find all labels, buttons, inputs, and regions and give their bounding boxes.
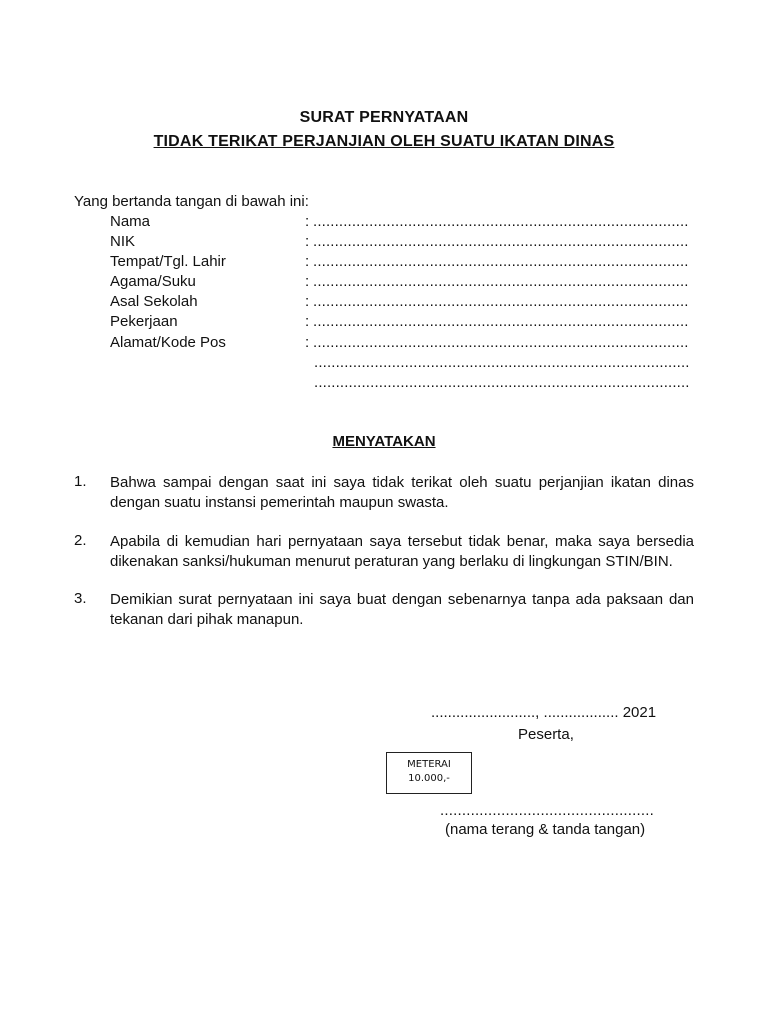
field-pekerjaan: [110, 313, 700, 333]
field-label: Agama/Suku: [110, 273, 196, 290]
address-continuation-blank: .......................................................................................: [314, 374, 690, 391]
statement-number: 1.: [74, 473, 87, 490]
statement-text: Demikian surat pernyataan ini saya buat dengan sebenarnya tanpa ada paksaan dan tekanan dari pihak manapun.: [110, 591, 694, 628]
declaration-heading: MENYATAKAN: [332, 433, 436, 450]
field-colon: :: [305, 313, 310, 330]
document-subtitle: TIDAK TERIKAT PERJANJIAN OLEH SUATU IKATAN DINAS: [153, 133, 615, 150]
field-tempat-tgl-lahir: [110, 253, 700, 273]
field-blank: .......................................................................................: [313, 273, 689, 290]
statement-text: Apabila di kemudian hari pernyataan saya tersebut tidak benar, maka saya bersedia dikenakan sanksi/hukuman menurut peraturan yang berlaku di lingkungan STIN/BIN.: [110, 533, 694, 570]
field-blank: .......................................................................................: [313, 233, 689, 250]
field-nama: [110, 213, 700, 233]
signature-line: .................................................: [440, 802, 655, 819]
field-nik: [110, 233, 700, 253]
stamp-value: 10.000,-: [408, 773, 450, 784]
field-label: Alamat/Kode Pos: [110, 334, 226, 351]
field-blank: .......................................................................................: [313, 213, 689, 230]
field-blank: .......................................................................................: [313, 253, 689, 270]
statement-number: 3.: [74, 590, 87, 607]
field-asal-sekolah: [110, 293, 700, 313]
field-colon: :: [305, 253, 310, 270]
field-colon: :: [305, 293, 310, 310]
field-blank: .......................................................................................: [313, 334, 689, 351]
field-label: Nama: [110, 213, 151, 230]
field-colon: :: [305, 273, 310, 290]
field-label: Asal Sekolah: [110, 293, 198, 310]
intro-text: Yang bertanda tangan di bawah ini:: [74, 193, 309, 210]
statement-text: Bahwa sampai dengan saat ini saya tidak terikat oleh suatu perjanjian ikatan dinas dengan suatu instansi pemerintah maupun swasta.: [110, 474, 694, 511]
field-agama-suku: [110, 273, 700, 293]
signature-caption: (nama terang & tanda tangan): [445, 821, 646, 838]
meterai-stamp-box: [386, 752, 472, 794]
field-alamat-kode-pos: [110, 334, 700, 354]
field-blank: .......................................................................................: [313, 293, 689, 310]
field-label: NIK: [110, 233, 136, 250]
signer-role: Peserta,: [518, 726, 574, 743]
stamp-label: METERAI: [407, 759, 451, 770]
field-label: Tempat/Tgl. Lahir: [110, 253, 226, 270]
field-label: Pekerjaan: [110, 313, 178, 330]
field-colon: :: [305, 233, 310, 250]
field-colon: :: [305, 213, 310, 230]
date-place-line: ........................., .................. 2021: [431, 704, 657, 721]
statement-number: 2.: [74, 532, 87, 549]
field-blank: .......................................................................................: [313, 313, 689, 330]
document-title: SURAT PERNYATAAN: [299, 109, 469, 126]
address-continuation-blank: .......................................................................................: [314, 354, 690, 371]
field-colon: :: [305, 334, 310, 351]
